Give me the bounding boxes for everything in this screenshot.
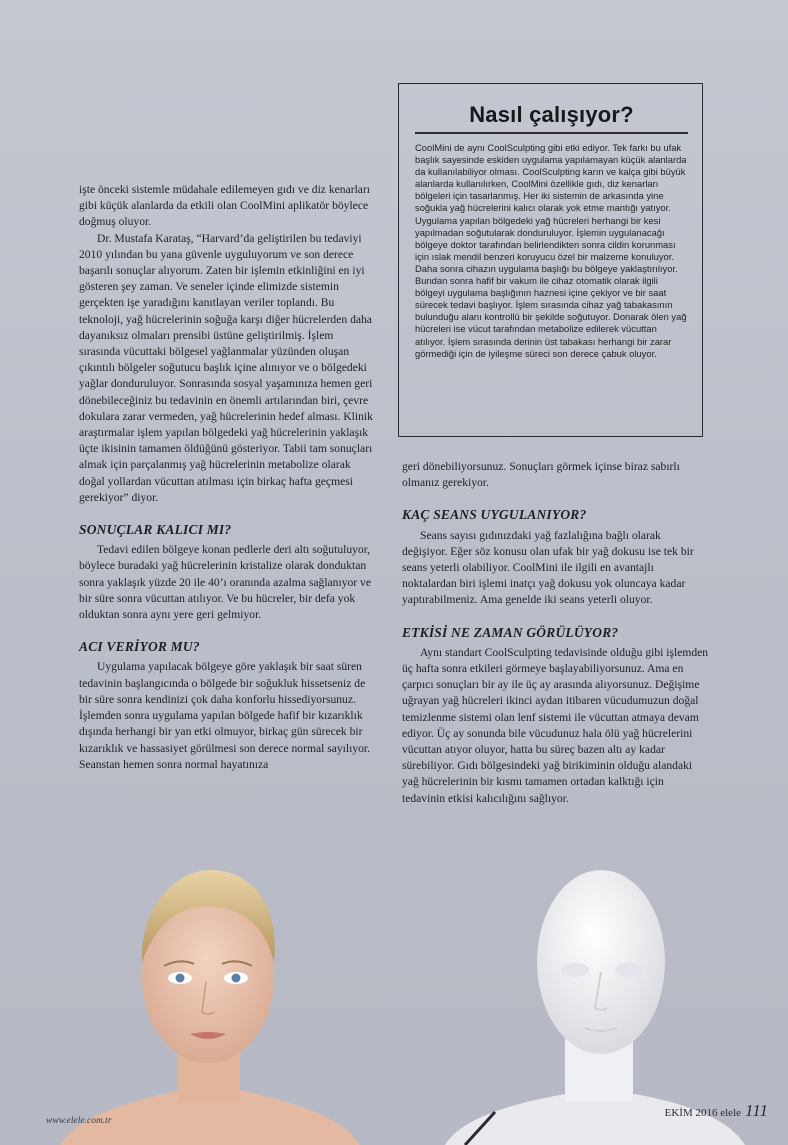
footer-issue-label: EKİM 2016 elele	[664, 1107, 742, 1119]
right-paragraph-1: geri dönebiliyorsunuz. Sonuçları görmek içinse biraz sabırlı olmanız gerekiyor.	[402, 460, 680, 490]
info-box-title: Nasıl çalışıyor?	[469, 102, 634, 127]
right-column	[402, 459, 709, 807]
info-box-divider	[415, 132, 688, 134]
footer-issue	[665, 1101, 768, 1121]
right-paragraph-3: Aynı standart CoolSculpting tedavisinde olduğu gibi işlemden üç hafta sonra etkileri görmeye başlayabiliyorsunuz. Ama en çarpıcı sonuçları bir ay ile üç ay arasında alıyorsunuz. Değişime uğrayan yağ hücreleri ikinci aydan itibaren vücudumuzun doğal temizlenme sistemi olan lenf sistemi ile vücuttan atmaya devam ediyor. Üç ay sonunda bile vücudunuz hala ölü yağ hücrelerini vücuttan atıyor oluyor, hatta bu süreç bazen altı ay kadar sürebiliyor. Gıdı bölgesindeki yağ birikiminin olduğu alandaki yağ hücrelerinin bir kısmı tamamen ortadan kalktığı için tedavinin etkisi kalıcılığını sağlıyor.	[402, 645, 709, 805]
info-box	[398, 83, 703, 437]
section-heading-effect: ETKİSİ NE ZAMAN GÖRÜLÜYOR?	[402, 624, 619, 640]
footer-website: www.elele.com.tr	[46, 1116, 112, 1126]
left-column	[79, 182, 377, 773]
right-paragraph-2: Seans sayısı gıdınızdaki yağ fazlalığına bağlı olarak değişiyor. Eğer söz konusu olan ufak bir yağ dokusu ise tek bir seans yeterli olabiliyor. CoolMini ile ilgili en avantajlı noktalardan biri işlemi inatçı yağ dokusu yok oluncaya kadar yaptırabilmeniz. Ama genelde iki seans yeterli oluyor.	[402, 528, 694, 607]
left-paragraph-2: Dr. Mustafa Karataş, “Harvard’da geliştirilen bu tedaviyi 2010 yılından bu yana güvenle uyguluyorum ve son derece başarılı sonuçlar alıyorum. Zaten bir işlemin etkinliğini en iyi gösteren şey zaman. Ve seneler içinde elimizde sistemin gerçekten işe yaradığını kanıtlayan veriler toplandı. Bu teknoloji, yağ hücrelerinin soğuğa karşı diğer hücrelerden daha dayanıksız olmaları prensibi üstüne geliştirilmiş. İşlem sırasında vücuttaki bölgesel yağlanmalar yüzünden oluşan çıkıntılı bölgeler soğutucu başlık içine alınıyor ve o bölgedeki yağlar donduruluyor. Sonrasında sosyal yaşamınıza hemen geri dönebileceğiniz bu tedavinin en önemli artılarından biri, çevre dokulara zarar vermeden, yağ hücrelerinin hedef alması. Klinik araştırmalar işlem yapılan bölgedeki yağ hücrelerinin yaklaşık üçte ikisinin tamamen öldüğünü gösteriyor. Tabii tam sonuçları almak için parçalanmış yağ hücrelerinin metabolize olarak doğal yollardan vücuttan atılması için birkaç hafta geçmesi gerekiyor” diyor.	[79, 231, 373, 504]
info-box-text: CoolMini de aynı CoolSculpting gibi etki ediyor. Tek farkı bu ufak başlık sayesinde eskiden uygulama yapılamayan küçük alanlarda da kullanılabiliyor olması. CoolSculpting karın ve kalça gibi büyük alanlarda kullanılırken, CoolMini özellikle gıdı, diz kenarları bölgeleri için tasarlanmış. Her iki sistemin de arkasında yine soğukla yağ hücrelerini kalıcı olarak yok etme mantığı yatıyor. Uygulama yapılan bölgedeki yağ hücreleri herhangi bir kesi yapılmadan soğutularak donduruluyor. İşlemin uygulanacağı bölgeye doktor tarafından belirlendikten sonra cildin korunması için ıslak mendil benzeri koruyucu özel bir malzeme konuluyor. Daha sonra cihazın uygulama başlığı bu bölgeye yaklaştırılıyor. Bundan sonra hafif bir vakum ile cihaz otomatik olarak ilgili bölgeyi uygulama başlığının haznesi içine çekiyor ve bir saat sürecek tedavi başlıyor. İşlem sırasında cihaz yağ tabakasının bulunduğu alanı kontrollü bir şekilde soğutuyor. Donarak ölen yağ hücreleri ise vücut tarafından metabolize edilerek vücuttan atılıyor. İşlem sırasında derinin üst tabakası herhangi bir zarar görmediği için de iyileşme süreci son derece çabuk oluyor.	[415, 142, 687, 359]
section-heading-results: SONUÇLAR KALICI MI?	[79, 522, 232, 538]
left-paragraph-4: Uygulama yapılacak bölgeye göre yaklaşık bir saat süren tedavinin başlangıcında o bölgede bir soğukluk hissetseniz de bir süre sonra kendinizi çok daha konforlu hissediyorsunuz. İşlemden sonra uygulama yapılan bölgede hafif bir kızarıklık dışında herhangi bir yan etki olmuyor, birkaç gün sürecek bir kızarıklık ve hassasiyet görülmesi son derece normal sayılıyor. Seanstan hemen sonra normal hayatınıza	[79, 660, 371, 771]
section-heading-sessions: KAÇ SEANS UYGULANIYOR?	[402, 507, 587, 523]
left-paragraph-3: Tedavi edilen bölgeye konan pedlerle deri altı soğutuluyor, böylece buradaki yağ hücrelerinin kristalize olarak donduktan sonra yaklaşık yüzde 20 ile 40’ı oranında azalma sağlanıyor ve bir süre sonra vücuttan atılıyor. Ve bu hücreler, bir defa yok olduktan sonra aynı yere geri gelmiyor.	[79, 543, 371, 622]
section-heading-pain: ACI VERİYOR MU?	[79, 639, 200, 655]
left-paragraph-1: işte önceki sistemle müdahale edilemeyen gıdı ve diz kenarları gibi küçük alanlarda da etkili olan CoolMini aplikatör böylece doğmuş oluyor.	[79, 183, 371, 229]
woman-portrait-image	[60, 862, 360, 1145]
page-number: 111	[745, 1101, 768, 1120]
